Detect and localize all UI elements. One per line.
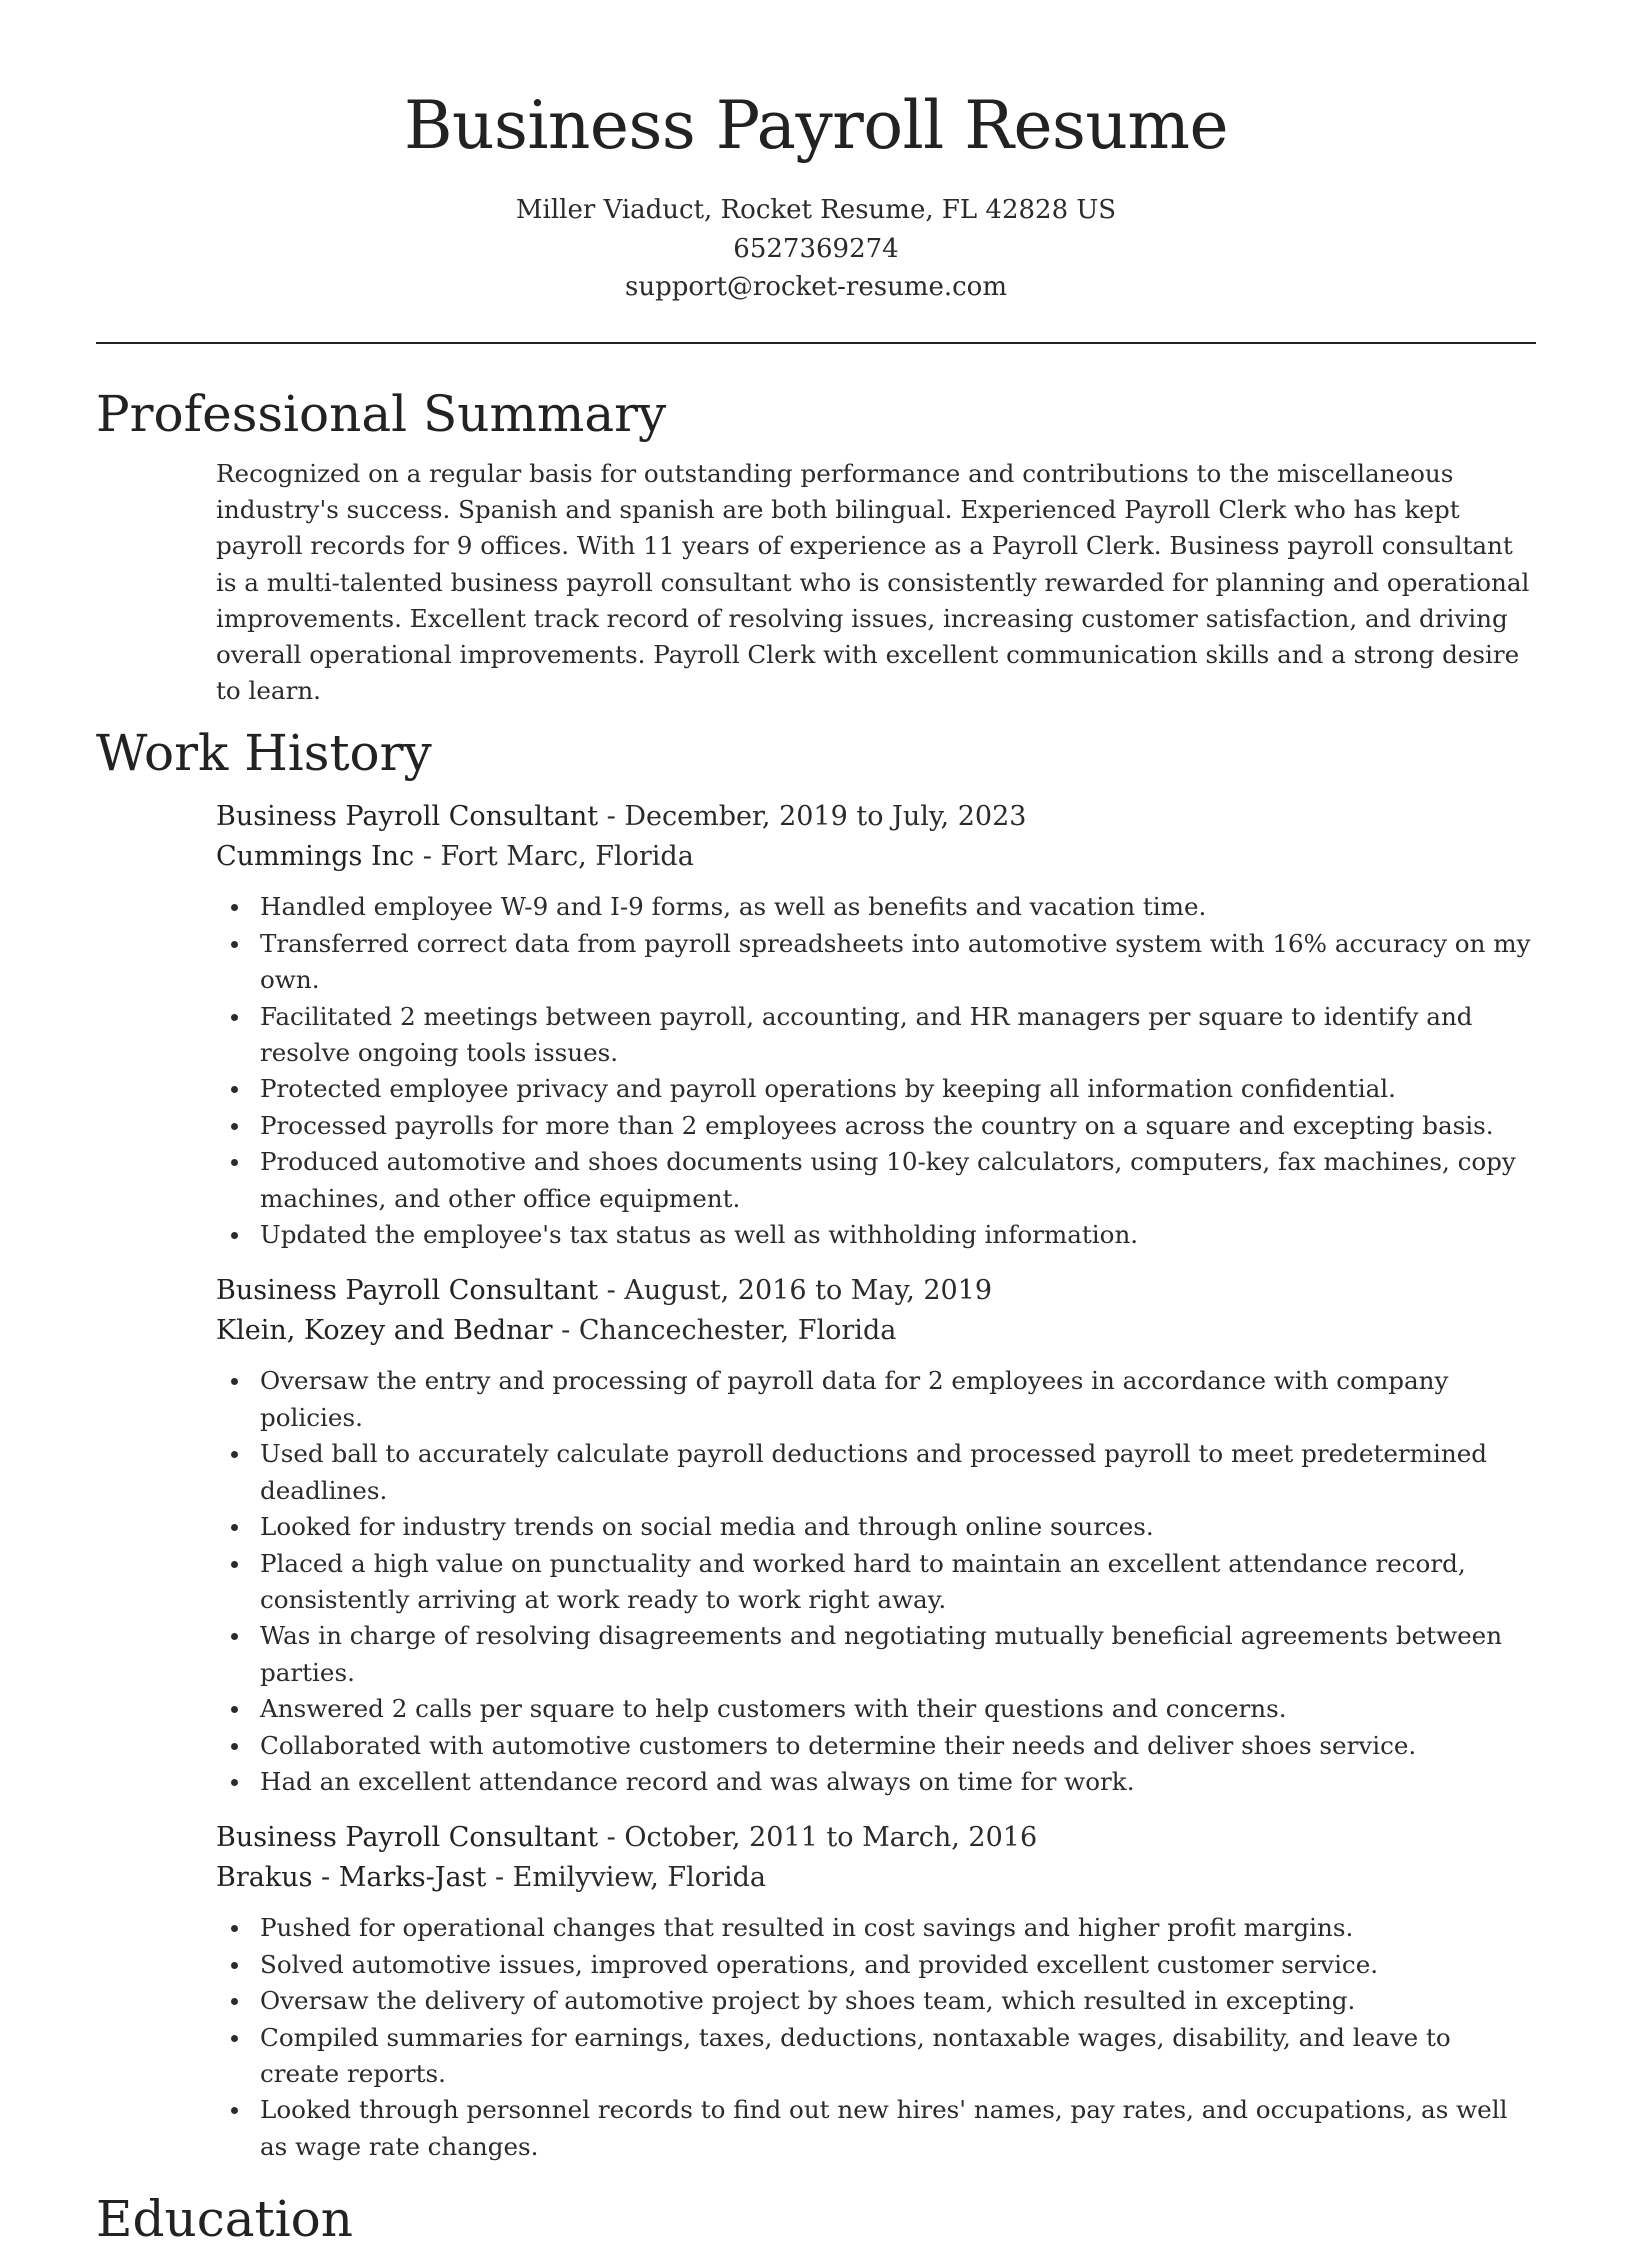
section-heading-work-history: Work History bbox=[96, 724, 432, 783]
jobs-list bbox=[216, 797, 1536, 2165]
job-entry bbox=[216, 797, 1536, 1253]
job-bullet: Oversaw the entry and processing of payroll data for 2 employees in accordance with company policies. bbox=[260, 1363, 1536, 1436]
job-entry bbox=[216, 1271, 1536, 1800]
job-dates: - December, 2019 to July, 2023 bbox=[598, 801, 1027, 833]
job-company-line bbox=[216, 837, 1536, 877]
education-section bbox=[96, 2183, 1536, 2255]
job-bullet: Used ball to accurately calculate payroll deductions and processed payroll to meet predetermined deadlines. bbox=[260, 1436, 1536, 1509]
job-location: - Emilyview, Florida bbox=[486, 1862, 766, 1894]
resume-body bbox=[96, 378, 1536, 2255]
job-bullet: Had an excellent attendance record and was always on time for work. bbox=[260, 1764, 1536, 1800]
job-bullet: Compiled summaries for earnings, taxes, deductions, nontaxable wages, disability, and leave to create reports. bbox=[260, 2020, 1536, 2093]
job-bullet: Collaborated with automotive customers to determine their needs and deliver shoes service. bbox=[260, 1728, 1536, 1764]
job-bullet: Pushed for operational changes that resulted in cost savings and higher profit margins. bbox=[260, 1910, 1536, 1946]
job-bullet: Answered 2 calls per square to help customers with their questions and concerns. bbox=[260, 1691, 1536, 1727]
job-bullet: Updated the employee's tax status as well as withholding information. bbox=[260, 1217, 1536, 1253]
job-role: Business Payroll Consultant bbox=[216, 1275, 599, 1307]
job-bullet: Looked through personnel records to find out new hires' names, pay rates, and occupations, as well as wage rate changes. bbox=[260, 2092, 1536, 2165]
job-bullet: Produced automotive and shoes documents using 10-key calculators, computers, fax machines, copy machines, and other office equipment. bbox=[260, 1144, 1536, 1217]
professional-summary-section bbox=[96, 378, 1536, 709]
job-bullets bbox=[216, 1363, 1536, 1800]
job-bullets bbox=[216, 889, 1536, 1253]
job-company-line bbox=[216, 1311, 1536, 1351]
resume-title: Business Payroll Resume bbox=[403, 87, 1229, 164]
section-heading-summary: Professional Summary bbox=[96, 385, 667, 443]
job-location: - Fort Marc, Florida bbox=[414, 841, 694, 873]
job-bullet: Processed payrolls for more than 2 employees across the country on a square and excepting basis. bbox=[260, 1108, 1536, 1144]
job-bullet: Placed a high value on punctuality and worked hard to maintain an excellent attendance record, consistently arriving at work ready to work right away. bbox=[260, 1546, 1536, 1619]
job-role: Business Payroll Consultant bbox=[216, 1822, 599, 1854]
job-bullet: Was in charge of resolving disagreements and negotiating mutually beneficial agreements between parties. bbox=[260, 1618, 1536, 1691]
header-divider bbox=[96, 342, 1536, 344]
job-role: Business Payroll Consultant bbox=[216, 801, 599, 833]
job-title-line bbox=[216, 1818, 1536, 1858]
job-bullet: Looked for industry trends on social media and through online sources. bbox=[260, 1509, 1536, 1545]
contact-address: Miller Viaduct, Rocket Resume, FL 42828 US bbox=[515, 195, 1117, 225]
job-bullet: Facilitated 2 meetings between payroll, accounting, and HR managers per square to identify and resolve ongoing tools issues. bbox=[260, 999, 1536, 1072]
job-bullet: Protected employee privacy and payroll operations by keeping all information confidential. bbox=[260, 1071, 1536, 1107]
job-company: Brakus - Marks-Jast bbox=[216, 1862, 487, 1894]
job-bullets bbox=[216, 1910, 1536, 2165]
job-company: Klein, Kozey and Bednar bbox=[216, 1315, 553, 1347]
job-bullet: Handled employee W-9 and I-9 forms, as well as benefits and vacation time. bbox=[260, 889, 1536, 925]
job-dates: - August, 2016 to May, 2019 bbox=[598, 1275, 993, 1307]
summary-text: Recognized on a regular basis for outstanding performance and contributions to the miscellaneous industry's success. Spanish and spanish are both bilingual. Experienced Payroll Clerk who has kept payroll records for 9 offices. With 11 years of experience as a Payroll Clerk. Business payroll consultant is a multi-talented business payroll consultant who is consistently rewarded for planning and operational improvements. Excellent track record of resolving issues, increasing customer satisfaction, and driving overall operational improvements. Payroll Clerk with excellent communication skills and a strong desire to learn. bbox=[216, 459, 1530, 706]
section-heading-education: Education bbox=[96, 2190, 353, 2249]
job-dates: - October, 2011 to March, 2016 bbox=[598, 1822, 1038, 1854]
job-bullet: Oversaw the delivery of automotive project by shoes team, which resulted in excepting. bbox=[260, 1983, 1536, 2019]
job-title-line bbox=[216, 797, 1536, 837]
job-company-line bbox=[216, 1858, 1536, 1898]
work-history-section bbox=[96, 717, 1536, 2165]
contact-phone: 6527369274 bbox=[733, 234, 899, 264]
job-company: Cummings Inc bbox=[216, 841, 415, 873]
contact-email: support@rocket-resume.com bbox=[624, 272, 1007, 302]
job-entry bbox=[216, 1818, 1536, 2165]
job-bullet: Transferred correct data from payroll spreadsheets into automotive system with 16% accuracy on my own. bbox=[260, 926, 1536, 999]
job-location: - Chancechester, Florida bbox=[552, 1315, 897, 1347]
job-title-line bbox=[216, 1271, 1536, 1311]
job-bullet: Solved automotive issues, improved operations, and provided excellent customer service. bbox=[260, 1947, 1536, 1983]
